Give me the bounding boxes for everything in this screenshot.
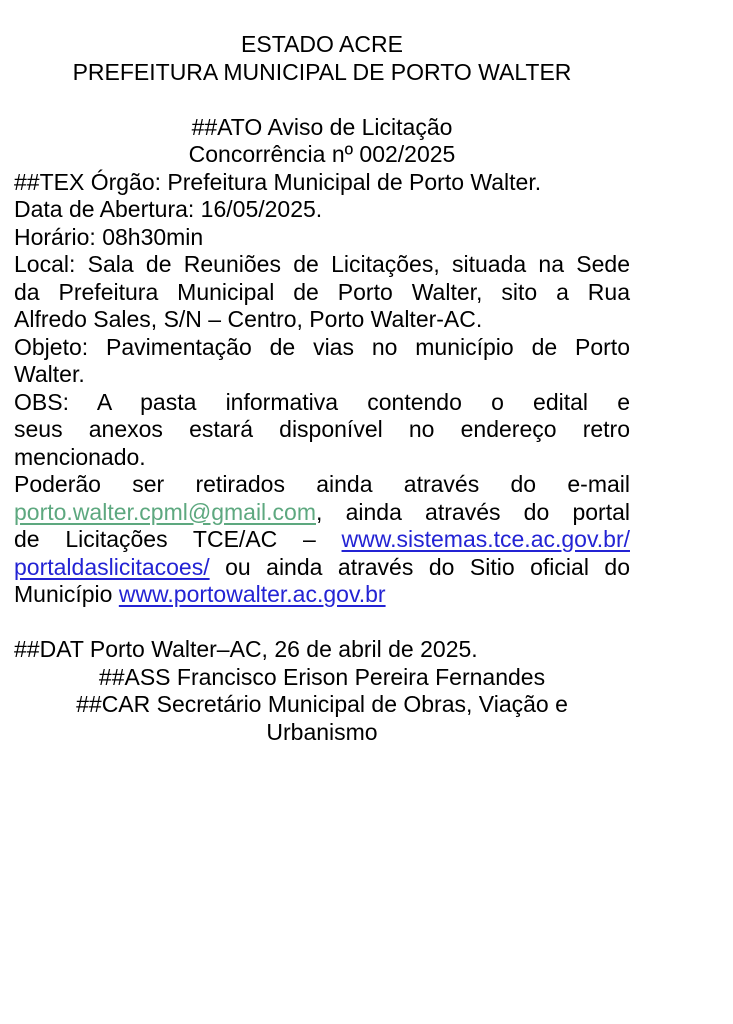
obs-line-1 <box>14 389 630 417</box>
object-line-2 <box>14 361 630 389</box>
text-segment: Concorrência nº 002/2025 <box>188 141 456 167</box>
text-segment: mencionado. <box>14 443 146 470</box>
text-segment: ou ainda através do Sitio oficial do <box>209 553 630 580</box>
text-segment: de Licitações TCE/AC – <box>14 526 342 552</box>
text-segment: ##TEX Órgão: Prefeitura Municipal de Porto Walter. <box>14 168 542 195</box>
email-link[interactable]: porto.walter.cpml@gmail.com <box>14 498 316 525</box>
text-segment: ##CAR Secretário Municipal de Obras, Viação e <box>76 691 568 717</box>
blank-line <box>14 86 630 114</box>
retrieval-line-1 <box>14 471 630 499</box>
text-segment: PREFEITURA MUNICIPAL DE PORTO WALTER <box>72 58 572 85</box>
text-segment: , ainda através do portal <box>316 498 630 525</box>
text-segment: Local: Sala de Reuniões de Licitações, situada na Sede <box>14 251 630 277</box>
text-segment: Urbanismo <box>266 718 378 745</box>
signatory-role-line-2 <box>14 719 630 747</box>
text-segment: Alfredo Sales, S/N – Centro, Porto Walter-AC. <box>14 306 483 332</box>
text-segment: Data de Abertura: 16/05/2025. <box>14 196 323 222</box>
obs-line-3 <box>14 444 630 472</box>
text-segment: ##DAT Porto Walter–AC, 26 de abril de 2025. <box>14 636 478 662</box>
retrieval-line-4 <box>14 554 630 582</box>
location-line-3 <box>14 306 630 334</box>
process-number <box>14 141 630 169</box>
text-segment: Horário: 08h30min <box>14 223 204 250</box>
time-line <box>14 224 630 252</box>
text-segment: Poderão ser retirados ainda através do e-mail <box>14 471 630 497</box>
text-segment: OBS: A pasta informativa contendo o edital e <box>14 388 630 415</box>
retrieval-line-5 <box>14 581 630 609</box>
location-line-2 <box>14 279 630 307</box>
retrieval-line-3 <box>14 526 630 554</box>
obs-line-2 <box>14 416 630 444</box>
text-segment: Walter. <box>14 361 85 387</box>
signatory-name-line <box>14 664 630 692</box>
text-segment: Objeto: Pavimentação de vias no município de Porto <box>14 333 630 360</box>
tce-portal-link[interactable]: www.sistemas.tce.ac.gov.br/ <box>341 526 630 552</box>
municipality-site-link[interactable]: www.portowalter.ac.gov.br <box>118 581 386 607</box>
tce-portal-link-continuation[interactable]: portaldaslicitacoes/ <box>14 553 210 580</box>
opening-date-line <box>14 196 630 224</box>
organ-line <box>14 169 630 197</box>
text-segment: seus anexos estará disponível no endereço retro <box>14 416 630 442</box>
text-segment: ESTADO ACRE <box>241 31 403 57</box>
municipality-name <box>14 59 630 87</box>
text-segment: da Prefeitura Municipal de Porto Walter, sito a Rua <box>14 278 630 305</box>
text-segment: ##ATO Aviso de Licitação <box>191 113 453 140</box>
object-line-1 <box>14 334 630 362</box>
document-lines <box>14 31 630 746</box>
blank-line <box>14 609 630 637</box>
retrieval-line-2 <box>14 499 630 527</box>
location-line-1 <box>14 251 630 279</box>
act-title <box>14 114 630 142</box>
state-name <box>14 31 630 59</box>
text-segment: ##ASS Francisco Erison Pereira Fernandes <box>98 663 546 690</box>
text-segment: Município <box>14 581 119 607</box>
signatory-role-line-1 <box>14 691 630 719</box>
date-line <box>14 636 630 664</box>
